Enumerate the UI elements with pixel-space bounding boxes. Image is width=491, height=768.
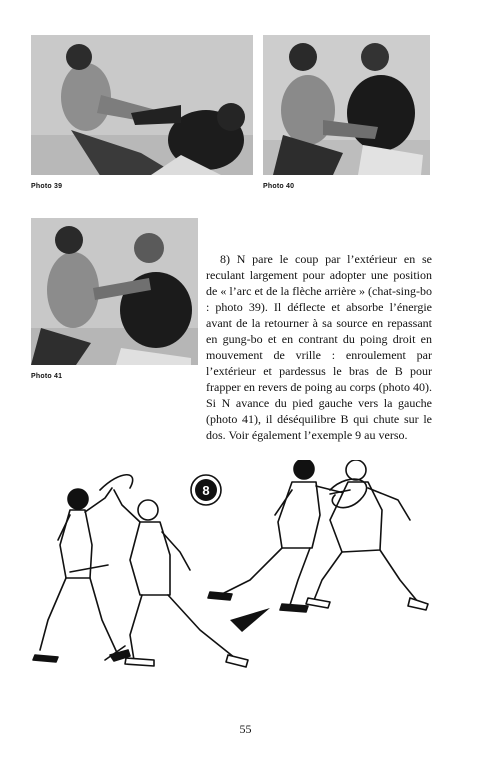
body-paragraph: 8) N pare le coup par l’extérieur en se reculant largement pour adopter une position de « l’arc et de la flèche arrière » (chat-sing-bo : photo 39). Il déflecte et absorbe l’énergie avant de la retourner à sa source en repassant en gung-bo et en contrant du poing droit en mouvement de vrille : enroulement par l’extérieur et pardessus le bras de B pour frapper en revers de poing au corps (photo 40). Si N avance du pied gauche vers la gauche (photo 41), il déséquilibre B qui chute sur le dos. Voir également l’exemple 9 au verso.: [206, 252, 432, 442]
page-number: 55: [239, 722, 252, 736]
photo-41: [31, 218, 198, 365]
photo-39-caption: Photo 39: [31, 183, 63, 190]
photo-41-caption: Photo 41: [31, 373, 63, 380]
photo-39: [31, 35, 253, 175]
illustration-badge-number: 8: [202, 483, 210, 498]
photo-40-caption: Photo 40: [263, 183, 295, 190]
technique-illustration: [30, 460, 440, 682]
photo-40: [263, 35, 430, 175]
